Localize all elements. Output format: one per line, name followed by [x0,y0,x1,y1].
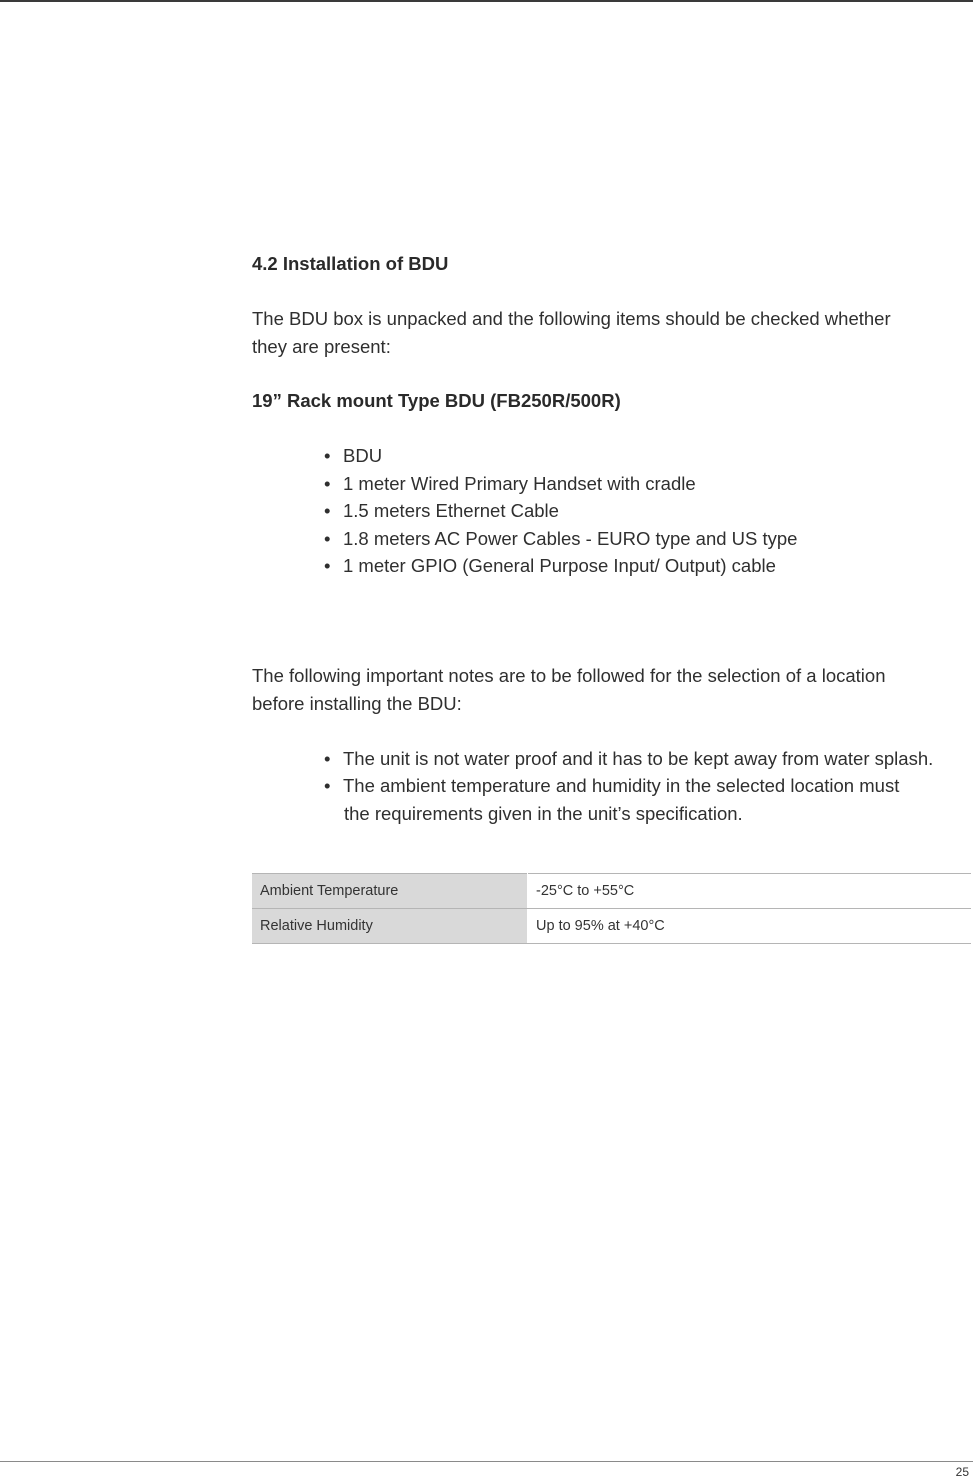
bullet-icon: • [324,445,331,466]
notes-paragraph [252,662,973,718]
table-row [252,908,971,943]
bullet-icon: • [324,500,331,521]
rack-mount-subheading: 19” Rack mount Type BDU (FB250R/500R) [252,390,621,411]
table-row [252,873,971,908]
location-notes-list [252,745,973,800]
list-item: • 1.8 meters AC Power Cables - EURO type and US type [324,525,973,553]
list-item: • 1 meter GPIO (General Purpose Input/ Output) cable [324,552,973,580]
list-item: • The ambient temperature and humidity in the selected location must [324,772,973,800]
footer-rule [0,1461,973,1462]
section-heading: 4.2 Installation of BDU [252,253,449,274]
list-item: • BDU [324,442,973,470]
intro-line-2: they are present: [252,336,391,357]
list-item: • The unit is not water proof and it has to be kept away from water splash. [324,745,973,773]
spec-value: Up to 95% at +40°C [528,908,972,943]
list-item: • 1 meter Wired Primary Handset with cradle [324,470,973,498]
intro-paragraph [252,305,973,361]
list-item: • 1.5 meters Ethernet Cable [324,497,973,525]
notes-line-1: The following important notes are to be followed for the selection of a location [252,664,886,686]
spec-label: Ambient Temperature [252,873,528,908]
top-rule [0,0,973,2]
spec-value: -25°C to +55°C [528,873,972,908]
notes-line-2: before installing the BDU: [252,692,462,714]
bullet-icon: • [324,775,331,796]
spec-label: Relative Humidity [252,908,528,943]
spec-table [252,873,971,944]
package-items-list [252,442,973,580]
bullet-icon: • [324,555,331,576]
page-content [252,250,973,944]
bullet-icon: • [324,472,331,494]
note-continuation: the requirements given in the unit’s specification. [344,802,743,824]
page-number: 25 [955,1465,969,1479]
intro-line-1: The BDU box is unpacked and the following items should be checked whether [252,308,891,329]
bullet-icon: • [324,747,331,769]
bullet-icon: • [324,527,331,549]
